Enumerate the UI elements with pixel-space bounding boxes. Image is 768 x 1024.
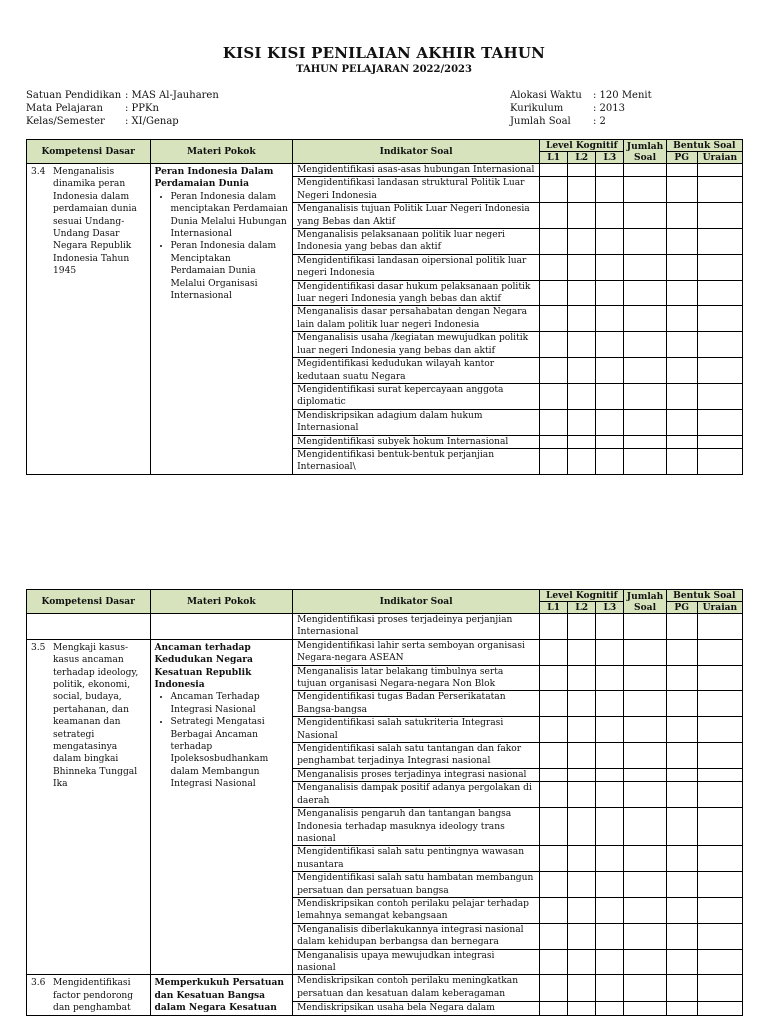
bentuk-pg-cell [666, 665, 697, 691]
bentuk-pg-cell [666, 177, 697, 203]
level-l2-cell [568, 254, 596, 280]
header-indikator-soal: Indikator Soal [293, 140, 540, 164]
level-l1-cell [540, 614, 568, 640]
header-jumlah-soal: Jumlah Soal [624, 140, 666, 164]
meta-label: Mata Pelajaran [26, 103, 103, 114]
level-l1-cell [540, 846, 568, 872]
level-l2-cell [568, 639, 596, 665]
level-l3-cell [596, 923, 624, 949]
level-l3-cell [596, 383, 624, 409]
level-l3-cell [596, 808, 624, 846]
level-l3-cell [596, 409, 624, 435]
header-pg: PG [666, 602, 697, 614]
level-l2-cell [568, 923, 596, 949]
level-l1-cell [540, 665, 568, 691]
level-l2-cell [568, 846, 596, 872]
bentuk-uraian-cell [697, 177, 742, 203]
level-l2-cell [568, 897, 596, 923]
bentuk-pg-cell [666, 897, 697, 923]
bentuk-uraian-cell [697, 639, 742, 665]
meta-row-kelas [26, 115, 219, 128]
bentuk-pg-cell [666, 743, 697, 769]
meta-value: : MAS Al-Jauharen [125, 90, 219, 101]
indikator-cell: Mendiskripsikan contoh perilaku pelajar terhadap lemahnya semangat kebangsaan [293, 897, 540, 923]
meta-label: Kelas/Semester [26, 116, 105, 127]
jumlah-soal-cell [624, 203, 666, 229]
jumlah-soal-cell [624, 639, 666, 665]
bentuk-uraian-cell [697, 691, 742, 717]
indikator-cell: Mendiskripsikan adagium dalam hukum Internasional [293, 409, 540, 435]
header-jumlah-soal: Jumlah Soal [624, 590, 666, 614]
level-l3-cell [596, 332, 624, 358]
indikator-cell: Mendiskripsikan contoh perilaku meningkatkan persatuan dan kesatuan dalam keberagaman [293, 975, 540, 1001]
bentuk-uraian-cell [697, 358, 742, 384]
level-l2-cell [568, 448, 596, 474]
meta-row-alokasi [510, 89, 652, 102]
document-subtitle: TAHUN PELAJARAN 2022/2023 [296, 64, 472, 75]
header-bentuk-soal: Bentuk Soal [666, 140, 742, 152]
kd-text: Menganalisis dinamika peran Indonesia dalam perdamaian dunia sesuai Undang-Undang Dasar Negara Republik Indonesia Tahun 1945 [53, 167, 137, 277]
bentuk-pg-cell [666, 808, 697, 846]
indikator-cell: Mengidentifikasi subyek hokum Internasional [293, 435, 540, 448]
meta-value: : XI/Genap [125, 116, 179, 127]
kd-number: 3.5 [31, 642, 46, 653]
jumlah-soal-cell [624, 808, 666, 846]
bentuk-pg-cell [666, 1001, 697, 1015]
indikator-cell: Mengidentifikasi surat kepercayaan anggota diplomatic [293, 383, 540, 409]
kisi-table-2 [26, 589, 743, 1016]
jumlah-soal-cell [624, 975, 666, 1001]
meta-value: : 2 [593, 116, 606, 127]
jumlah-soal-cell [624, 949, 666, 975]
level-l2-cell [568, 808, 596, 846]
jumlah-soal-cell [624, 846, 666, 872]
indikator-cell: Mengidentifikasi proses terjadeinya perjanjian Internasional [293, 614, 540, 640]
level-l3-cell [596, 280, 624, 306]
level-l1-cell [540, 808, 568, 846]
bentuk-pg-cell [666, 164, 697, 177]
indikator-cell: Mengidentifikasi dasar hukum pelaksanaan politik luar negeri Indonesia yangh bebas dan aktif [293, 280, 540, 306]
header-indikator-soal: Indikator Soal [293, 590, 540, 614]
jumlah-soal-cell [624, 254, 666, 280]
level-l1-cell [540, 975, 568, 1001]
level-l1-cell [540, 383, 568, 409]
materi-pokok-cell [150, 975, 293, 1015]
header-uraian: Uraian [697, 152, 742, 164]
table-row [27, 164, 743, 177]
materi-item: • Setrategi Mengatasi Berbagai Ancaman terhadap Ipoleksosbudhankam dalam Membangun Integrasi Nasional [171, 716, 289, 790]
level-l2-cell [568, 782, 596, 808]
jumlah-soal-cell [624, 435, 666, 448]
level-l3-cell [596, 306, 624, 332]
jumlah-soal-cell [624, 691, 666, 717]
header-l1: L1 [540, 152, 568, 164]
kompetensi-dasar-cell [27, 639, 151, 975]
level-l3-cell [596, 949, 624, 975]
level-l1-cell [540, 782, 568, 808]
level-l1-cell [540, 177, 568, 203]
jumlah-soal-cell [624, 409, 666, 435]
level-l2-cell [568, 949, 596, 975]
materi-pokok-cell [150, 639, 293, 975]
level-l3-cell [596, 435, 624, 448]
header-materi-pokok: Materi Pokok [150, 140, 293, 164]
level-l2-cell [568, 306, 596, 332]
level-l3-cell [596, 254, 624, 280]
header-l2: L2 [568, 152, 596, 164]
level-l1-cell [540, 254, 568, 280]
bentuk-pg-cell [666, 639, 697, 665]
level-l3-cell [596, 164, 624, 177]
jumlah-soal-cell [624, 164, 666, 177]
indikator-cell: Menganalisis proses terjadinya integrasi nasional [293, 768, 540, 781]
level-l1-cell [540, 1001, 568, 1015]
indikator-cell: Mengidentifikasi salah satu pentingnya wawasan nusantara [293, 846, 540, 872]
indikator-cell: Mengidentifikasi salah satukriteria Integrasi Nasional [293, 717, 540, 743]
level-l1-cell [540, 639, 568, 665]
bentuk-uraian-cell [697, 923, 742, 949]
bentuk-uraian-cell [697, 164, 742, 177]
meta-left [26, 89, 219, 128]
bentuk-pg-cell [666, 409, 697, 435]
kompetensi-dasar-cell [27, 975, 151, 1015]
bentuk-uraian-cell [697, 808, 742, 846]
level-l2-cell [568, 164, 596, 177]
bentuk-uraian-cell [697, 280, 742, 306]
level-l3-cell [596, 872, 624, 898]
indikator-cell: Megidentifikasi kedudukan wilayah kantor kedutaan suatu Negara [293, 358, 540, 384]
materi-pokok-cell [150, 614, 293, 640]
bentuk-uraian-cell [697, 332, 742, 358]
indikator-cell: Mengidentifikasi lahir serta semboyan organisasi Negara-negara ASEAN [293, 639, 540, 665]
level-l3-cell [596, 229, 624, 255]
bentuk-uraian-cell [697, 254, 742, 280]
jumlah-soal-cell [624, 280, 666, 306]
level-l2-cell [568, 872, 596, 898]
materi-title: Ancaman terhadap Kedudukan Negara Kesatuan Republik Indonesia [154, 641, 253, 691]
level-l1-cell [540, 448, 568, 474]
bentuk-pg-cell [666, 306, 697, 332]
bentuk-pg-cell [666, 435, 697, 448]
level-l2-cell [568, 332, 596, 358]
bentuk-pg-cell [666, 872, 697, 898]
kompetensi-dasar-cell [27, 614, 151, 640]
level-l1-cell [540, 768, 568, 781]
level-l2-cell [568, 435, 596, 448]
level-l2-cell [568, 409, 596, 435]
header-l2: L2 [568, 602, 596, 614]
materi-title: Peran Indonesia Dalam Perdamaian Dunia [154, 166, 274, 190]
bentuk-uraian-cell [697, 768, 742, 781]
jumlah-soal-cell [624, 332, 666, 358]
level-l2-cell [568, 203, 596, 229]
bentuk-pg-cell [666, 254, 697, 280]
level-l2-cell [568, 975, 596, 1001]
indikator-cell: Mengidentifikasi bentuk-bentuk perjanjian Internasioal\ [293, 448, 540, 474]
bentuk-uraian-cell [697, 782, 742, 808]
level-l1-cell [540, 949, 568, 975]
indikator-cell: Mengidentifikasi asas-asas hubungan Internasional [293, 164, 540, 177]
materi-item: • Peran Indonesia dalam Menciptakan Perdamaian Dunia Melalui Organisasi Internasional [171, 240, 289, 302]
jumlah-soal-cell [624, 383, 666, 409]
level-l3-cell [596, 448, 624, 474]
jumlah-soal-cell [624, 306, 666, 332]
level-l3-cell [596, 743, 624, 769]
jumlah-soal-cell [624, 923, 666, 949]
level-l1-cell [540, 164, 568, 177]
meta-row-mapel [26, 102, 219, 115]
level-l2-cell [568, 280, 596, 306]
indikator-cell: Mengidentifikasi tugas Badan Perserikatatan Bangsa-bangsa [293, 691, 540, 717]
jumlah-soal-cell [624, 448, 666, 474]
bentuk-pg-cell [666, 846, 697, 872]
bentuk-uraian-cell [697, 872, 742, 898]
level-l1-cell [540, 897, 568, 923]
level-l1-cell [540, 229, 568, 255]
bentuk-uraian-cell [697, 665, 742, 691]
level-l3-cell [596, 203, 624, 229]
indikator-cell: Menganalisis dampak positif adanya pergolakan di daerah [293, 782, 540, 808]
level-l2-cell [568, 768, 596, 781]
bentuk-uraian-cell [697, 897, 742, 923]
bentuk-uraian-cell [697, 614, 742, 640]
bentuk-pg-cell [666, 717, 697, 743]
indikator-cell: Menganalisis tujuan Politik Luar Negeri Indonesia yang Bebas dan Aktif [293, 203, 540, 229]
level-l3-cell [596, 897, 624, 923]
bentuk-pg-cell [666, 782, 697, 808]
jumlah-soal-cell [624, 717, 666, 743]
indikator-cell: Mengidentifikasi landasan oipersional politik luar negeri Indonesia [293, 254, 540, 280]
level-l1-cell [540, 306, 568, 332]
indikator-cell: Menganalisis usaha /kegiatan mewujudkan politik luar negeri Indonesia yang bebas dan aktif [293, 332, 540, 358]
indikator-cell: Mengidentifikasi salah satu tantangan dan fakor penghambat terjadinya Integrasi nasional [293, 743, 540, 769]
level-l2-cell [568, 177, 596, 203]
jumlah-soal-cell [624, 768, 666, 781]
level-l3-cell [596, 358, 624, 384]
bentuk-pg-cell [666, 691, 697, 717]
level-l1-cell [540, 717, 568, 743]
header-l3: L3 [596, 602, 624, 614]
level-l2-cell [568, 743, 596, 769]
level-l3-cell [596, 717, 624, 743]
meta-value: : 2013 [593, 103, 625, 114]
bentuk-uraian-cell [697, 846, 742, 872]
bentuk-pg-cell [666, 768, 697, 781]
bentuk-pg-cell [666, 975, 697, 1001]
meta-row-satuan [26, 89, 219, 102]
level-l2-cell [568, 383, 596, 409]
level-l1-cell [540, 280, 568, 306]
bentuk-uraian-cell [697, 1001, 742, 1015]
bentuk-uraian-cell [697, 743, 742, 769]
bentuk-pg-cell [666, 448, 697, 474]
kd-number: 3.6 [31, 978, 46, 989]
meta-right [510, 89, 652, 128]
jumlah-soal-cell [624, 897, 666, 923]
level-l1-cell [540, 743, 568, 769]
bentuk-uraian-cell [697, 306, 742, 332]
bentuk-pg-cell [666, 614, 697, 640]
meta-row-jumlah [510, 115, 652, 128]
level-l3-cell [596, 639, 624, 665]
level-l2-cell [568, 614, 596, 640]
level-l1-cell [540, 409, 568, 435]
indikator-cell: Menganalisis pelaksanaan politik luar negeri Indonesia yang bebas dan aktif [293, 229, 540, 255]
level-l3-cell [596, 665, 624, 691]
jumlah-soal-cell [624, 665, 666, 691]
materi-item: • Peran Indonesia dalam menciptakan Perdamaian Dunia Melalui Hubungan Internasional [171, 191, 289, 241]
jumlah-soal-cell [624, 743, 666, 769]
level-l1-cell [540, 872, 568, 898]
bentuk-uraian-cell [697, 949, 742, 975]
meta-label: Jumlah Soal [510, 116, 571, 127]
materi-title: Memperkukuh Persatuan dan Kesatuan Bangsa dalam Negara Kesatuan [154, 977, 285, 1014]
indikator-cell: Menganalisis upaya mewujudkan integrasi nasional [293, 949, 540, 975]
kd-text: Mengkaji kasus-kasus ancaman terhadap ideology, politik, ekonomi, social, budaya, pertahanan, dan keamanan dan setrategi mengatasinya dalam bingkai Bhinneka Tunggal Ika [53, 642, 139, 790]
header-l1: L1 [540, 602, 568, 614]
indikator-cell: Menganalisis dasar persahabatan dengan Negara lain dalam politik luar negeri Indonesia [293, 306, 540, 332]
header-level-kognitif: Level Kognitif [540, 590, 624, 602]
level-l1-cell [540, 435, 568, 448]
jumlah-soal-cell [624, 229, 666, 255]
level-l3-cell [596, 782, 624, 808]
level-l1-cell [540, 358, 568, 384]
header-bentuk-soal: Bentuk Soal [666, 590, 742, 602]
level-l1-cell [540, 923, 568, 949]
jumlah-soal-cell [624, 1001, 666, 1015]
indikator-cell: Menganalisis latar belakang timbulnya serta tujuan organisasi Negara-negara Non Blok [293, 665, 540, 691]
jumlah-soal-cell [624, 614, 666, 640]
level-l3-cell [596, 691, 624, 717]
level-l3-cell [596, 768, 624, 781]
bentuk-pg-cell [666, 332, 697, 358]
level-l2-cell [568, 717, 596, 743]
level-l3-cell [596, 975, 624, 1001]
level-l3-cell [596, 846, 624, 872]
table-row [27, 639, 743, 665]
bentuk-pg-cell [666, 203, 697, 229]
bentuk-uraian-cell [697, 717, 742, 743]
table-row [27, 614, 743, 640]
bentuk-pg-cell [666, 949, 697, 975]
meta-value: : 120 Menit [593, 90, 652, 101]
header-materi-pokok: Materi Pokok [150, 590, 293, 614]
header-kompetensi-dasar: Kompetensi Dasar [27, 590, 151, 614]
header-pg: PG [666, 152, 697, 164]
indikator-cell: Mengidentifikasi landasan struktural Politik Luar Negeri Indonesia [293, 177, 540, 203]
meta-label: Kurikulum [510, 103, 564, 114]
bentuk-uraian-cell [697, 448, 742, 474]
level-l1-cell [540, 203, 568, 229]
kd-number: 3.4 [31, 167, 46, 177]
level-l2-cell [568, 691, 596, 717]
header-kompetensi-dasar: Kompetensi Dasar [27, 140, 151, 164]
level-l3-cell [596, 177, 624, 203]
meta-value: : PPKn [125, 103, 159, 114]
kompetensi-dasar-cell [27, 164, 151, 475]
bentuk-pg-cell [666, 358, 697, 384]
meta-row-kurikulum [510, 102, 652, 115]
indikator-cell: Mengidentifikasi salah satu hambatan membangun persatuan dan persatuan bangsa [293, 872, 540, 898]
level-l1-cell [540, 332, 568, 358]
document-title: KISI KISI PENILAIAN AKHIR TAHUN [222, 44, 546, 62]
level-l2-cell [568, 1001, 596, 1015]
kd-text: Mengidentifikasi factor pendorong dan penghambat [53, 978, 134, 1014]
level-l2-cell [568, 665, 596, 691]
bentuk-uraian-cell [697, 975, 742, 1001]
level-l3-cell [596, 1001, 624, 1015]
bentuk-pg-cell [666, 383, 697, 409]
jumlah-soal-cell [624, 782, 666, 808]
bentuk-uraian-cell [697, 229, 742, 255]
jumlah-soal-cell [624, 177, 666, 203]
bentuk-uraian-cell [697, 435, 742, 448]
bentuk-pg-cell [666, 923, 697, 949]
level-l2-cell [568, 358, 596, 384]
jumlah-soal-cell [624, 872, 666, 898]
level-l1-cell [540, 691, 568, 717]
materi-pokok-cell [150, 164, 293, 475]
bentuk-uraian-cell [697, 383, 742, 409]
indikator-cell: Menganalisis diberlakukannya integrasi nasional dalam kehidupan berbangsa dan bernegara [293, 923, 540, 949]
level-l2-cell [568, 229, 596, 255]
materi-list [155, 191, 289, 303]
level-l3-cell [596, 614, 624, 640]
meta-label: Satuan Pendidikan [26, 90, 122, 101]
bentuk-uraian-cell [697, 409, 742, 435]
bentuk-pg-cell [666, 229, 697, 255]
indikator-cell: Mendiskripsikan usaha bela Negara dalam [293, 1001, 540, 1015]
kisi-table-1 [26, 139, 743, 475]
header-l3: L3 [596, 152, 624, 164]
bentuk-uraian-cell [697, 203, 742, 229]
indikator-cell: Menganalisis pengaruh dan tantangan bangsa Indonesia terhadap masuknya ideology trans nasional [293, 808, 540, 846]
materi-item: • Ancaman Terhadap Integrasi Nasional [171, 691, 289, 716]
meta-label: Alokasi Waktu [510, 90, 582, 101]
header-level-kognitif: Level Kognitif [540, 140, 624, 152]
header-uraian: Uraian [697, 602, 742, 614]
materi-list [155, 691, 289, 790]
jumlah-soal-cell [624, 358, 666, 384]
table-row [27, 975, 743, 1001]
bentuk-pg-cell [666, 280, 697, 306]
